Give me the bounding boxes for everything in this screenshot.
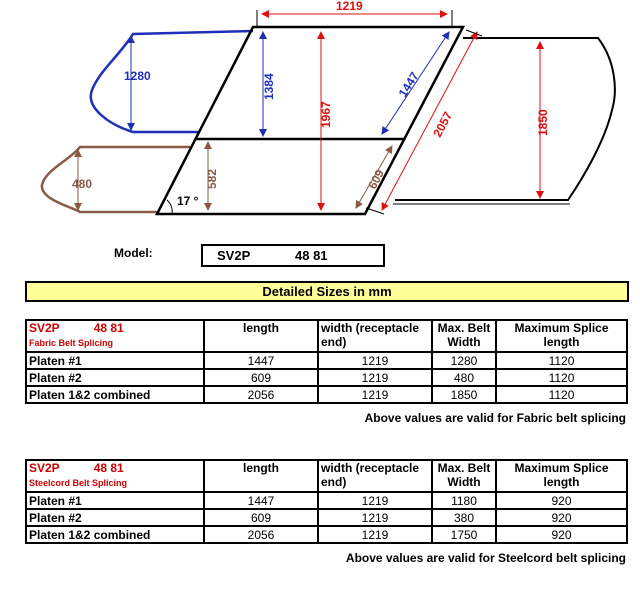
model-size: 48 81: [295, 248, 328, 263]
dim-combined-diag: 2057: [430, 109, 456, 140]
row-label: Platen #1: [26, 352, 204, 369]
table-row: [26, 386, 627, 403]
table-model-size: 48 81: [93, 321, 124, 335]
dim-platen1-height: 1384: [262, 73, 276, 100]
cell-splice: 1120: [496, 386, 627, 403]
dim-belt-left-upper: 1280: [124, 69, 151, 83]
dim-top-width: 1219: [336, 0, 363, 13]
header-splice: Maximum Splice length: [496, 460, 627, 492]
left-belt-upper: [91, 31, 253, 132]
left-belt-lower: [42, 147, 190, 212]
cell-width: 1219: [318, 369, 432, 386]
table-row: [26, 526, 627, 543]
right-belt: [395, 38, 615, 200]
cell-width: 1219: [318, 509, 432, 526]
row-label: Platen #2: [26, 509, 204, 526]
cell-splice: 920: [496, 526, 627, 543]
table-model-cell: [26, 460, 204, 492]
cell-length: 2056: [204, 526, 318, 543]
cell-width: 1219: [318, 352, 432, 369]
dim-combined-height: 1967: [319, 101, 333, 128]
cell-max-width: 1850: [432, 386, 496, 403]
cell-length: 2056: [204, 386, 318, 403]
cell-length: 609: [204, 369, 318, 386]
dim-platen2-diag: 609: [365, 167, 388, 192]
table-subtitle: Steelcord Belt Splicing: [29, 478, 128, 488]
table-row: [26, 509, 627, 526]
dim-platen1-diag: 1447: [395, 69, 422, 100]
table-row: [26, 352, 627, 369]
platen-diagram: [0, 0, 640, 225]
model-label: Model:: [114, 246, 153, 260]
header-max-width: Max. Belt Width: [432, 460, 496, 492]
cell-length: 1447: [204, 352, 318, 369]
cell-max-width: 1280: [432, 352, 496, 369]
header-splice: Maximum Splice length: [496, 320, 627, 352]
table-model-cell: [26, 320, 204, 352]
table-header-row: [26, 320, 627, 352]
header-width: width (receptacle end): [318, 320, 432, 352]
table-header-row: [26, 460, 627, 492]
model-name: SV2P: [217, 248, 251, 263]
header-width: width (receptacle end): [318, 460, 432, 492]
cell-max-width: 380: [432, 509, 496, 526]
cell-width: 1219: [318, 492, 432, 509]
table-row: [26, 492, 627, 509]
table-row: [26, 369, 627, 386]
dim-platen2-height: 582: [205, 168, 219, 189]
detailed-sizes-banner: Detailed Sizes in mm: [25, 281, 629, 302]
cell-splice: 1120: [496, 369, 627, 386]
header-max-width: Max. Belt Width: [432, 320, 496, 352]
row-label: Platen #2: [26, 369, 204, 386]
platen-outline: [157, 27, 463, 214]
steelcord-note: Above values are valid for Steelcord belt splicing: [345, 551, 626, 565]
cell-length: 1447: [204, 492, 318, 509]
angle-arc: [167, 200, 172, 214]
table-model-name: SV2P: [29, 461, 60, 475]
cell-length: 609: [204, 509, 318, 526]
table-model-size: 48 81: [93, 461, 124, 475]
cell-splice: 920: [496, 509, 627, 526]
cell-splice: 1120: [496, 352, 627, 369]
model-box: [201, 244, 385, 267]
header-length: length: [204, 320, 318, 352]
cell-splice: 920: [496, 492, 627, 509]
cell-width: 1219: [318, 526, 432, 543]
angle-label: 17 °: [177, 194, 199, 208]
cell-max-width: 480: [432, 369, 496, 386]
fabric-note: Above values are valid for Fabric belt splicing: [364, 411, 626, 425]
steelcord-sizes-table: [25, 459, 628, 544]
row-label: Platen 1&2 combined: [26, 386, 204, 403]
table-subtitle: Fabric Belt Splicing: [29, 338, 114, 348]
dim-belt-right: 1850: [536, 109, 550, 136]
cell-max-width: 1180: [432, 492, 496, 509]
cell-width: 1219: [318, 386, 432, 403]
fabric-sizes-table: [25, 319, 628, 404]
cell-max-width: 1750: [432, 526, 496, 543]
header-length: length: [204, 460, 318, 492]
table-model-name: SV2P: [29, 321, 60, 335]
row-label: Platen 1&2 combined: [26, 526, 204, 543]
row-label: Platen #1: [26, 492, 204, 509]
dim-belt-left-lower: 480: [72, 177, 93, 191]
